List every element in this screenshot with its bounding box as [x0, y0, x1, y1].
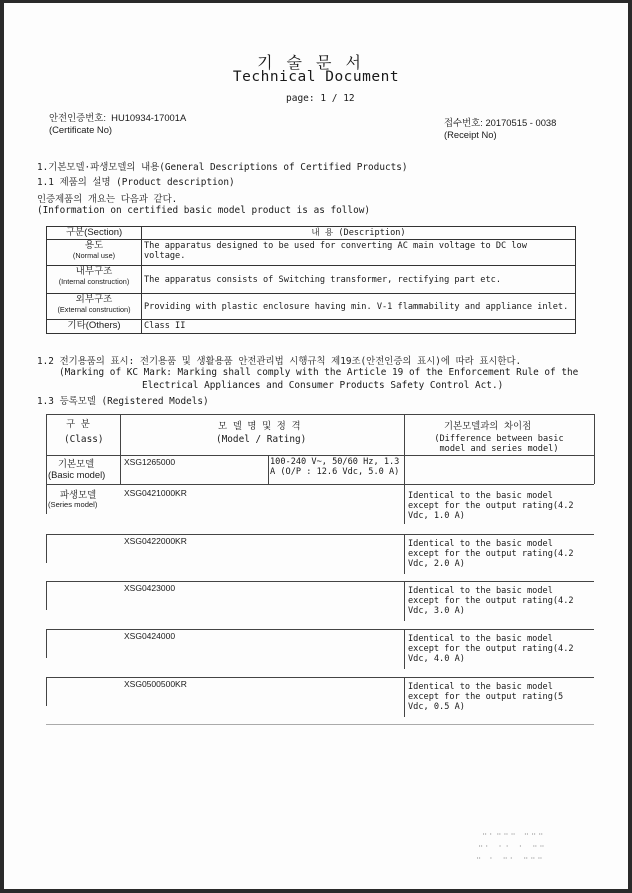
faint-stamp-mark: ⠤⠄ ⠄⠄ ⠄ ⠤⠤	[478, 841, 547, 849]
basic-model-name: XSG1265000	[124, 457, 176, 467]
section1-heading: 1.기본모델·파생모델의 내용(General Descriptions of Certified Products)	[37, 162, 408, 173]
faint-stamp-mark: ⠤⠄⠤⠤⠤ ⠤⠤⠤	[482, 829, 546, 837]
description-header-cell: 내 용 (Description)	[142, 227, 576, 240]
section1-3-heading: 1.3 등록모델 (Registered Models)	[37, 396, 209, 407]
faint-stamp-mark: ⠤ ⠄ ⠤⠄ ⠤⠤⠤	[476, 853, 545, 861]
series-model-diff: Identical to the basic model except for the output rating(4.2 Vdc, 2.0 A)	[408, 539, 574, 569]
col-class-en: (Class)	[64, 434, 104, 445]
certificate-number: HU10934-17001A	[111, 112, 187, 123]
intro-korean: 인증제품의 개요는 다음과 같다.	[37, 194, 178, 205]
row-desc-normal-use: The apparatus designed to be used for converting AC main voltage to DC low voltage.	[142, 240, 576, 266]
product-description-table	[46, 226, 576, 334]
receipt-label-en: (Receipt No)	[444, 129, 497, 140]
series-model-diff: Identical to the basic model except for the output rating(4.2 Vdc, 3.0 A)	[408, 586, 574, 616]
title-korean: 기술문서	[257, 53, 375, 72]
series-model-diff: Identical to the basic model except for the output rating(5 Vdc, 0.5 A)	[408, 682, 564, 712]
certificate-label: 안전인증번호: HU10934-17001A	[49, 112, 187, 123]
row-desc-internal: The apparatus consists of Switching transformer, rectifying part etc.	[142, 266, 576, 294]
row-label-external: 외부구조 (External construction)	[47, 294, 142, 320]
row-label-others: 기타(Others)	[47, 320, 142, 334]
series-model-name: XSG0500500KR	[124, 679, 187, 689]
certificate-label-en: (Certificate No)	[49, 124, 113, 135]
section1-2-line3: Electrical Appliances and Consumer Products Safety Control Act.)	[142, 380, 504, 391]
title-english: Technical Document	[232, 69, 400, 85]
series-model-name: XSG0424000	[124, 631, 176, 641]
section1-2-line2: (Marking of KC Mark: Marking shall comply with the Article 19 of the Enforcement Rule of the	[59, 367, 579, 378]
col-class-ko: 구 분	[66, 419, 90, 430]
col-model-ko: 모 델 명 및 정 격	[218, 421, 301, 432]
intro-english: (Information on certified basic model product is as follow)	[37, 205, 371, 216]
section1-1-heading: 1.1 제품의 설명 (Product description)	[37, 177, 235, 188]
receipt-label: 접수번호: 20170515 - 0038	[444, 117, 557, 128]
series-model-name: XSG0422000KR	[124, 536, 187, 546]
row-label-internal: 내부구조 (Internal construction)	[47, 266, 142, 294]
series-model-label-en: (Series model)	[48, 500, 98, 509]
col-diff-en: (Difference between basic model and series model)	[434, 434, 564, 454]
row-desc-external: Providing with plastic enclosure having min. V-1 flammability and appliance inlet.	[142, 294, 576, 320]
row-desc-others: Class II	[142, 320, 576, 334]
series-model-diff: Identical to the basic model except for the output rating(4.2 Vdc, 1.0 A)	[408, 491, 574, 521]
col-model-en: (Model / Rating)	[216, 434, 307, 445]
series-model-name: XSG0423000	[124, 583, 176, 593]
section-header-cell: 구분(Section)	[47, 227, 142, 240]
basic-model-label-en: (Basic model)	[48, 469, 106, 480]
series-model-name: XSG0421000KR	[124, 488, 187, 498]
page-number: page: 1 / 12	[286, 93, 355, 104]
receipt-number: 20170515 - 0038	[485, 117, 557, 128]
col-diff-ko: 기본모델과의 차이점	[444, 421, 532, 432]
series-model-diff: Identical to the basic model except for the output rating(4.2 Vdc, 4.0 A)	[408, 634, 574, 664]
basic-model-label-ko: 기본모델	[58, 458, 95, 469]
section1-2-heading: 1.2 전기용품의 표시: 전기용품 및 생활용품 안전관리법 시행규칙 제19조(안전인증의 표시)에 따라 표시한다.	[37, 356, 522, 367]
basic-model-rating: 100-240 V~, 50/60 Hz, 1.3 A (O/P : 12.6 Vdc, 5.0 A)	[270, 457, 400, 477]
document-page	[4, 3, 628, 889]
row-label-normal-use: 용도 (Normal use)	[47, 240, 142, 266]
series-model-label-ko: 파생모델	[60, 489, 97, 500]
